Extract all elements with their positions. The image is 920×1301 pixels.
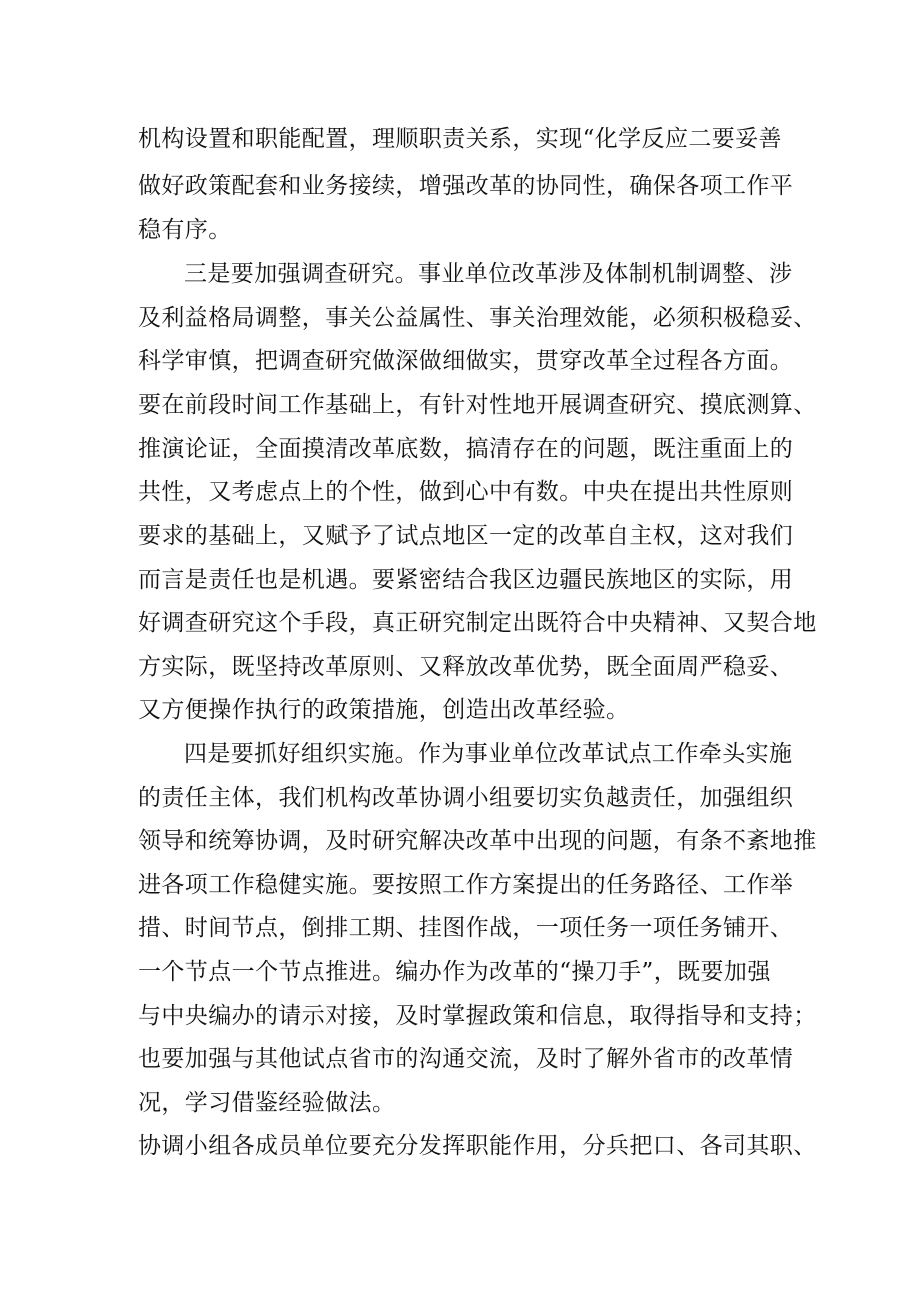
text-line: 好调查研究这个手段，真正研究制定出既符合中央精神、又契合地 [138, 610, 817, 636]
text-line: 机构设置和职能配置，理顺职责关系，实现“化学反应二要妥善 [138, 126, 782, 152]
text-line: 而言是责任也是机遇。要紧密结合我区边疆民族地区的实际，用 [138, 567, 794, 593]
text-line: 况，学习借鉴经验做法。 [138, 1090, 396, 1116]
text-line: 科学审慎，把调查研究做深做细做实，贯穿改革全过程各方面。 [138, 348, 794, 374]
text-line: 及利益格局调整，事关公益属性、事关治理效能，必须积极稳妥、 [138, 305, 817, 331]
text-line: 的责任主体，我们机构改革协调小组要切实负越责任，加强组织 [138, 785, 794, 811]
text-line: 又方便操作执行的政策措施，创造出改革经验。 [138, 697, 630, 723]
text-line: 与中央编办的请示对接，及时掌握政策和信息，取得指导和支持； [138, 1003, 817, 1029]
text-line: 做好政策配套和业务接续，增强改革的协同性，确保各项工作平 [138, 173, 794, 199]
text-line: 也要加强与其他试点省市的沟通交流，及时了解外省市的改革情 [138, 1046, 794, 1072]
text-line: 协调小组各成员单位要充分发挥职能作用，分兵把口、各司其职、 [138, 1133, 817, 1159]
text-line: 一个节点一个节点推进。编办作为改革的“操刀手”，既要加强 [138, 959, 771, 985]
text-line: 推演论证，全面摸清改革底数，搞清存在的问题，既注重面上的 [138, 436, 794, 462]
text-line: 共性，又考虑点上的个性，做到心中有数。中央在提出共性原则 [138, 479, 794, 505]
text-line: 要在前段时间工作基础上，有针对性地开展调查研究、摸底测算、 [138, 392, 817, 418]
text-line: 领导和统筹协调，及时研究解决改革中出现的问题，有条不紊地推 [138, 828, 817, 854]
paragraph-heading-line: 四是要抓好组织实施。作为事业单位改革试点工作牵头实施 [184, 741, 793, 767]
text-line: 要求的基础上，又赋予了试点地区一定的改革自主权，这对我们 [138, 523, 794, 549]
paragraph-heading-line: 三是要加强调查研究。事业单位改革涉及体制机制调整、涉 [184, 261, 793, 287]
text-line: 进各项工作稳健实施。要按照工作方案提出的任务路径、工作举 [138, 872, 794, 898]
text-line: 稳有序。 [138, 217, 232, 243]
text-line: 方实际，既坚持改革原则、又释放改革优势，既全面周严稳妥、 [138, 654, 794, 680]
text-line: 措、时间节点，倒排工期、挂图作战，一项任务一项任务铺开、 [138, 915, 794, 941]
